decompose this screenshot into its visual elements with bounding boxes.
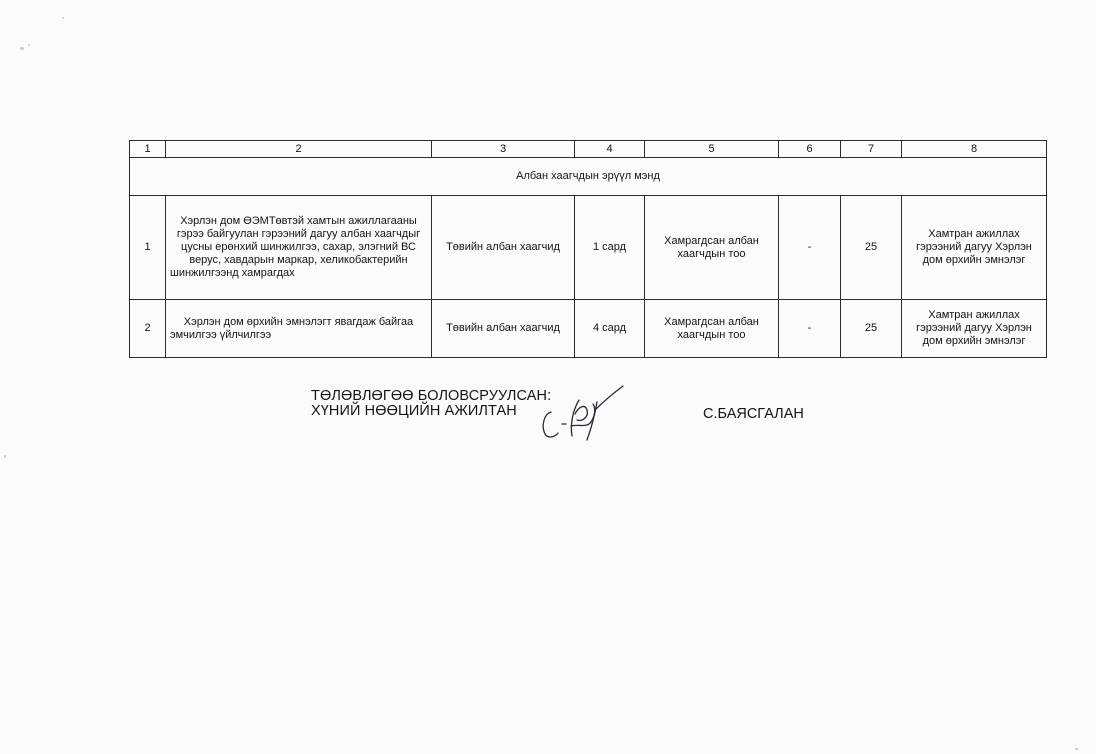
column-number: 4 [575,141,645,158]
prepared-by-position: ХҮНИЙ НӨӨЦИЙН АЖИЛТАН [311,403,517,419]
responsible-cell: Төвийн албан хаагчид [432,300,575,358]
column-7-cell: 25 [841,196,902,300]
column-number: 8 [902,141,1047,158]
scan-speck [28,44,30,46]
column-number: 5 [645,141,779,158]
column-number-row [130,141,1047,158]
indicator-cell: Хамрагдсан албан хаагчдын тоо [645,300,779,358]
prepared-by-block [311,389,551,419]
column-number: 3 [432,141,575,158]
column-6-cell: - [779,196,841,300]
table-row [130,196,1047,300]
row-number: 1 [130,196,166,300]
scan-speck [62,17,64,19]
prepared-by-title: ТӨЛӨВЛӨГӨӨ БОЛОВСРУУЛСАН: [311,388,552,404]
signer-name: С.БАЯСГАЛАН [703,406,804,422]
column-number: 2 [166,141,432,158]
column-number: 1 [130,141,166,158]
indicator-cell: Хамрагдсан албан хаагчдын тоо [645,196,779,300]
row-number: 2 [130,300,166,358]
activity-cell: Хэрлэн дом өрхийн эмнэлэгт явагдаж байгаа эмчилгээ үйлчилгээ [166,300,432,358]
section-title: Албан хаагчдын эрүүл мэнд [130,158,1047,196]
table-row [130,300,1047,358]
scan-speck [1075,748,1078,750]
responsible-cell: Төвийн албан хаагчид [432,196,575,300]
handwritten-signature [535,384,635,444]
source-cell: Хамтран ажиллах гэрээний дагуу Хэрлэн дом өрхийн эмнэлэг [902,300,1047,358]
period-cell: 1 сард [575,196,645,300]
scan-speck [20,47,24,50]
column-number: 7 [841,141,902,158]
activity-cell: Хэрлэн дом ӨЭМТөвтэй хамтын ажиллагааны гэрээ байгуулан гэрээний дагуу албан хаагчдыг цусны ерөнхий шинжилгээ, сахар, элэгний ВС верус, хавдарын маркар, хеликобактерийн шинжилгээнд хамрагдах [166,196,432,300]
source-cell: Хамтран ажиллах гэрээний дагуу Хэрлэн дом өрхийн эмнэлэг [902,196,1047,300]
plan-table [129,140,1047,358]
column-number: 6 [779,141,841,158]
scan-speck [4,455,6,458]
column-6-cell: - [779,300,841,358]
period-cell: 4 сард [575,300,645,358]
section-row [130,158,1047,196]
column-7-cell: 25 [841,300,902,358]
